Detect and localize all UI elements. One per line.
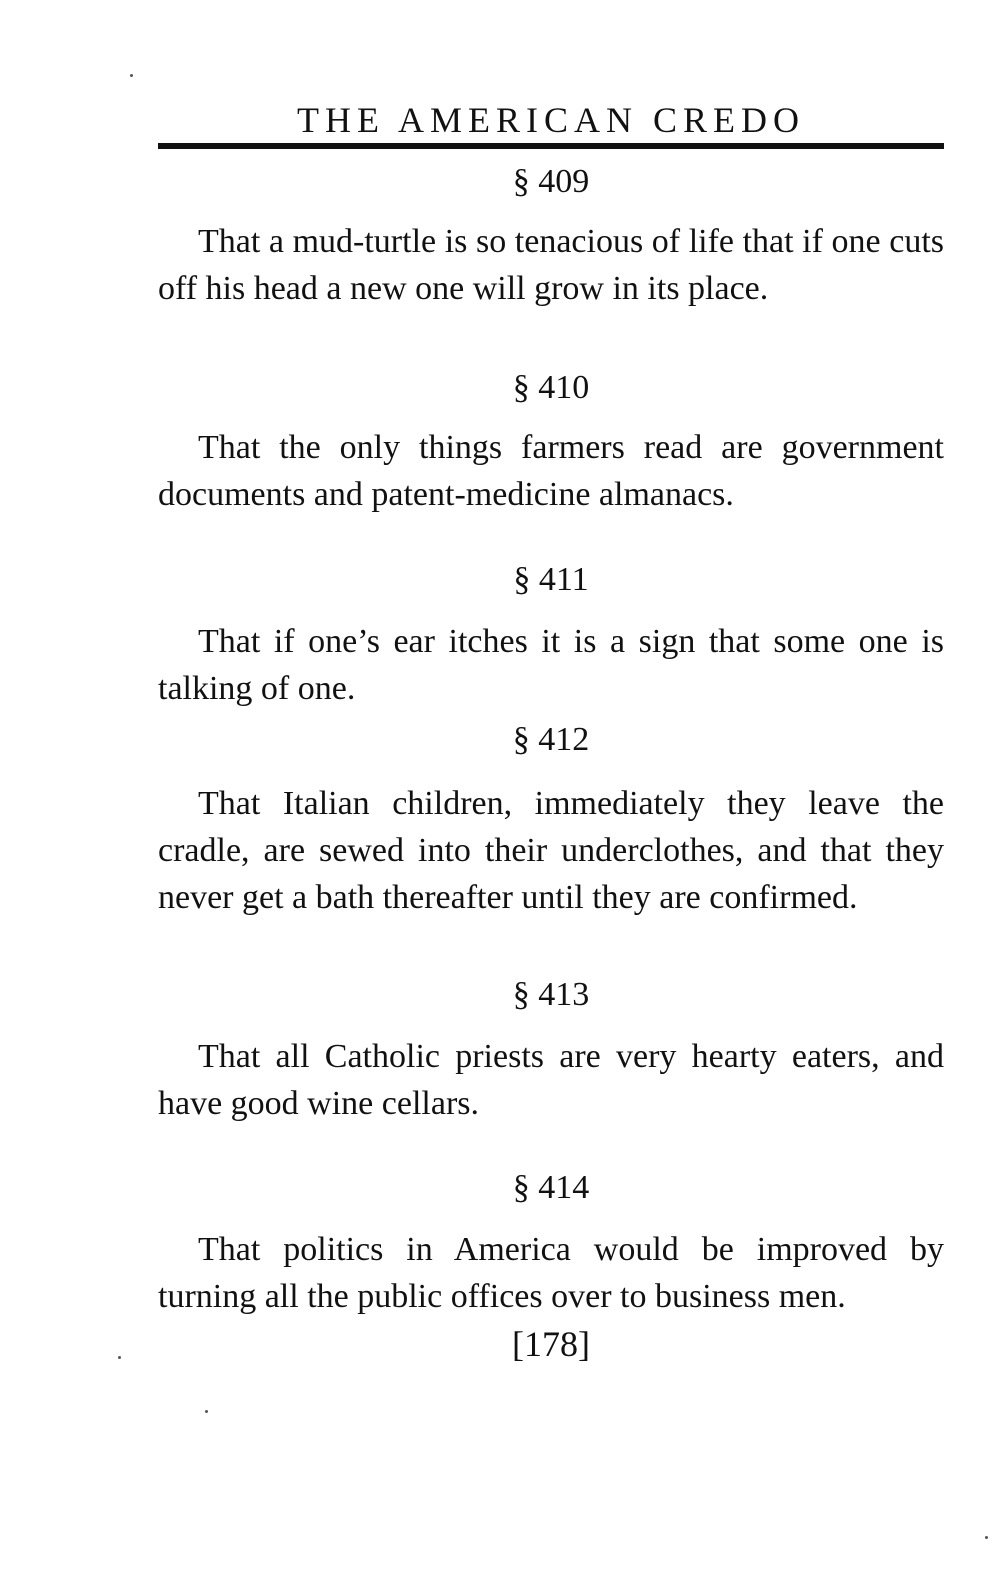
section-text-410: That the only things farmers read are government documents and patent-medicine almanacs. [158, 429, 944, 513]
section-number-412: § 412 [512, 721, 590, 758]
page-number: [178] [512, 1324, 590, 1364]
section-text-414: That politics in America would be improved by turning all the public offices over to business men. [158, 1231, 944, 1315]
section-number-411: § 411 [513, 561, 589, 598]
scan-speck [985, 1536, 988, 1539]
section-text-409: That a mud-turtle is so tenacious of life that if one cuts off his head a new one will grow in its place. [158, 223, 944, 307]
scan-speck [130, 74, 133, 77]
scan-speck [118, 1356, 121, 1359]
section-number-413: § 413 [512, 976, 590, 1013]
scan-speck [205, 1410, 208, 1413]
section-text-411: That if one’s ear itches it is a sign that some one is talking of one. [158, 623, 944, 707]
section-text-412: That Italian children, immediately they leave the cradle, are sewed into their underclothes, and that they never get a bath thereafter until they are confirmed. [158, 785, 944, 916]
section-number-409: § 409 [512, 163, 590, 200]
header-rule [158, 143, 944, 149]
section-text-413: That all Catholic priests are very hearty eaters, and have good wine cellars. [158, 1038, 944, 1122]
running-head: THE AMERICAN CREDO [296, 100, 805, 140]
section-number-410: § 410 [512, 369, 590, 406]
section-number-414: § 414 [512, 1169, 590, 1206]
